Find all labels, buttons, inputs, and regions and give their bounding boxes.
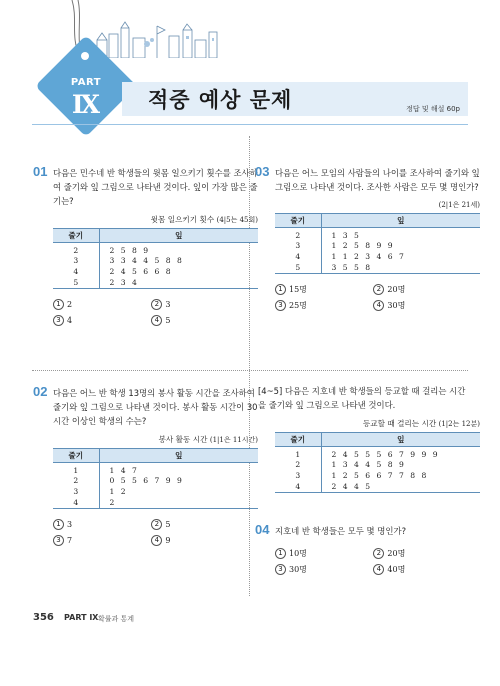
- choice-marker: 3: [275, 300, 286, 311]
- choice-option[interactable]: 2 5: [151, 517, 249, 533]
- leaf-cell: 2 5 8 9: [109, 246, 149, 255]
- choices: [275, 546, 480, 578]
- stem-header: 줄기: [275, 214, 321, 228]
- choice-marker: 2: [151, 299, 162, 310]
- stem-cell: 5: [275, 262, 321, 273]
- choice-marker: 4: [151, 315, 162, 326]
- leaf-cell: 3 3 4 4 5 8 8: [109, 256, 182, 265]
- choice-option[interactable]: 4 9: [151, 533, 249, 549]
- leaf-cell: 1 2 5 6 6 7 7 8 8: [331, 471, 427, 480]
- stem-leaf-table: [275, 213, 480, 274]
- table-caption: 윗몸 일으키기 횟수 (4|5는 45회): [150, 215, 258, 224]
- problem-text: 다음은 어느 모임의 사람들의 나이를 조사하여 줄기와 잎 그림으로 나타낸 것이다. 조사한 사람은 모두 몇 명인가?: [275, 168, 480, 192]
- choice-option[interactable]: 2 20명: [373, 282, 471, 298]
- choice-marker: 4: [373, 564, 384, 575]
- leaf-header: 잎: [99, 449, 258, 463]
- problem-01: [33, 164, 258, 329]
- stem-leaf-table: [53, 228, 258, 289]
- choices: [53, 517, 258, 549]
- stem-cell: 4: [275, 251, 321, 262]
- leaf-cell: 0 5 5 6 7 9 9: [109, 476, 182, 485]
- choice-option[interactable]: 1 10명: [275, 546, 373, 562]
- footer-part: PART Ⅸ: [64, 613, 99, 622]
- leaf-cell: 1 2 5 8 9 9: [331, 241, 393, 250]
- choice-option[interactable]: 3 30명: [275, 562, 373, 578]
- choice-marker: 1: [53, 299, 64, 310]
- stem-cell: 2: [53, 475, 99, 486]
- stem-cell: 4: [53, 266, 99, 277]
- stem-cell: 5: [53, 277, 99, 288]
- stem-leaf-table: [53, 448, 258, 509]
- tag-hole: [81, 52, 89, 60]
- problem-text: 다음은 민수네 반 학생들의 윗몸 일으키기 횟수를 조사하여 줄기와 잎 그림으로 나타낸 것이다. 잎이 가장 많은 줄기는?: [53, 168, 258, 206]
- problem-text: 다음은 어느 반 학생 13명의 봉사 활동 시간을 조사하여 줄기와 잎 그림으로 나타낸 것이다. 봉사 활동 시간이 30시간 이상인 학생의 수는?: [53, 388, 258, 426]
- page-number: 356: [33, 612, 54, 623]
- leaf-cell: 1 2: [109, 487, 126, 496]
- skyline-illustration: [95, 20, 225, 58]
- stem-cell: 4: [53, 497, 99, 508]
- stem-header: 줄기: [275, 433, 321, 447]
- problem-number: 02: [33, 384, 48, 399]
- leaf-cell: 2: [99, 497, 258, 508]
- choice-option[interactable]: 2 3: [151, 297, 249, 313]
- choice-marker: 4: [373, 300, 384, 311]
- problem-text: 지호네 반 학생들은 모두 몇 명인가?: [275, 526, 407, 536]
- choices: [275, 282, 480, 314]
- leaf-header: 잎: [321, 433, 480, 447]
- stem-cell: 1: [275, 447, 321, 460]
- problem-02: [33, 384, 258, 549]
- stem-cell: 3: [275, 240, 321, 251]
- choice-marker: 1: [275, 548, 286, 559]
- table-caption: 봉사 활동 시간 (1|1은 11시간): [158, 435, 258, 444]
- stem-cell: 2: [275, 459, 321, 470]
- leaf-cell: 2 4 5 6 6 8: [109, 267, 171, 276]
- choice-option[interactable]: 3 25명: [275, 298, 373, 314]
- table-caption: 등교할 때 걸리는 시간 (1|2는 12분): [362, 419, 480, 428]
- part-label: PART: [70, 77, 102, 88]
- row-divider: [32, 370, 468, 371]
- choice-marker: 1: [275, 284, 286, 295]
- stem-cell: 4: [275, 481, 321, 492]
- leaf-cell: 1 3 4 4 5 8 9: [331, 460, 404, 469]
- leaf-cell: 1 3 5: [331, 231, 359, 240]
- choice-marker: 2: [373, 284, 384, 295]
- leaf-cell: 1 1 2 3 4 6 7: [331, 252, 404, 261]
- leaf-header: 잎: [321, 214, 480, 228]
- page-title: 적중 예상 문제: [148, 88, 293, 112]
- group-instruction: [4~5] 다음은 지호네 반 학생들의 등교할 때 걸리는 시간을 줄기와 잎 그림으로 나타낸 것이다.: [258, 386, 466, 410]
- part-numeral: Ⅸ: [71, 90, 101, 119]
- leaf-cell: 2 4 4 5: [321, 481, 480, 492]
- answer-reference: 정답 및 해설 60p: [406, 105, 460, 113]
- leaf-cell: 1 4 7: [109, 466, 137, 475]
- footer-chapter: 확률과 통계: [98, 615, 135, 623]
- choice-option[interactable]: 4 5: [151, 313, 249, 329]
- choice-option[interactable]: 4 30명: [373, 298, 471, 314]
- choice-option[interactable]: 1 2: [53, 297, 151, 313]
- choice-marker: 2: [151, 519, 162, 530]
- choice-marker: 3: [53, 535, 64, 546]
- problem-number: 03: [255, 164, 270, 179]
- stem-cell: 3: [53, 255, 99, 266]
- leaf-cell: 3 5 5 8: [321, 262, 480, 273]
- choice-marker: 1: [53, 519, 64, 530]
- stem-header: 줄기: [53, 449, 99, 463]
- header-rule: [32, 124, 468, 125]
- stem-cell: 3: [53, 486, 99, 497]
- leaf-header: 잎: [99, 229, 258, 243]
- stem-cell: 2: [53, 243, 99, 256]
- stem-cell: 3: [275, 470, 321, 481]
- choice-marker: 4: [151, 535, 162, 546]
- choice-option[interactable]: 3 7: [53, 533, 151, 549]
- leaf-cell: 2 3 4: [99, 277, 258, 288]
- stem-header: 줄기: [53, 229, 99, 243]
- problem-04: [255, 522, 480, 578]
- choice-option[interactable]: 1 3: [53, 517, 151, 533]
- problem-03: [255, 164, 480, 314]
- choice-option[interactable]: 4 40명: [373, 562, 471, 578]
- choice-marker: 3: [53, 315, 64, 326]
- stem-cell: 2: [275, 228, 321, 241]
- choice-marker: 2: [373, 548, 384, 559]
- choice-option[interactable]: 3 4: [53, 313, 151, 329]
- table-caption: (2|1은 21세): [438, 201, 480, 209]
- problem-number: 01: [33, 164, 48, 179]
- problem-04-table: [275, 412, 480, 493]
- problem-number: 04: [255, 522, 270, 537]
- choice-option[interactable]: 2 20명: [373, 546, 471, 562]
- leaf-cell: 2 4 5 5 5 6 7 9 9 9: [331, 450, 438, 459]
- stem-leaf-table: [275, 432, 480, 493]
- choices: [53, 297, 258, 329]
- choice-option[interactable]: 1 15명: [275, 282, 373, 298]
- choice-marker: 3: [275, 564, 286, 575]
- stem-cell: 1: [53, 463, 99, 476]
